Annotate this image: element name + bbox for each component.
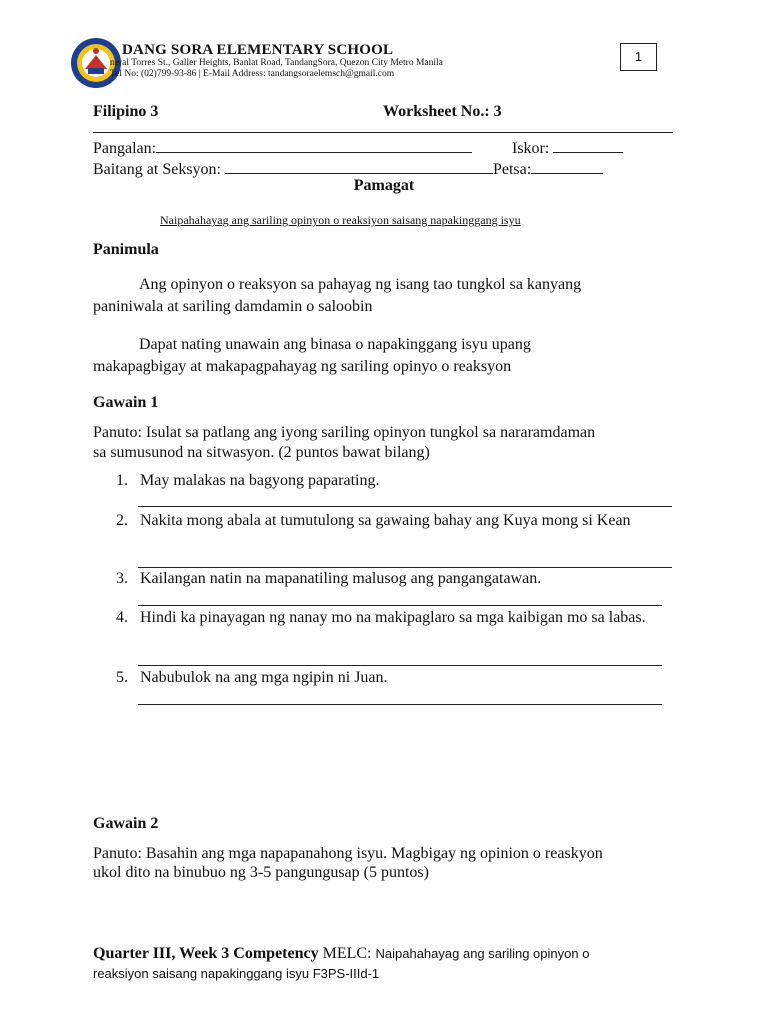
grade-field[interactable] <box>225 159 493 174</box>
school-contact: Tel No: (02)799-93-86 | E-Mail Address: tandangsoraelemsch@gmail.com <box>110 69 395 79</box>
list-item: 3. Kailangan natin na mapanatiling malusog ang pangangatawan. <box>116 570 542 587</box>
gawain1-heading: Gawain 1 <box>93 394 159 411</box>
answer-line-2[interactable] <box>138 567 672 568</box>
list-item: 5. Nabubulok na ang mga ngipin ni Juan. <box>116 669 388 686</box>
date-field[interactable] <box>531 159 603 174</box>
page-title: Pamagat <box>353 177 415 194</box>
score-field[interactable] <box>553 138 623 153</box>
grade-field-row <box>93 159 603 179</box>
footer-melc-label: MELC: <box>322 945 372 962</box>
name-field-row <box>93 138 472 158</box>
name-field[interactable] <box>156 138 472 153</box>
score-label: Iskor: <box>512 140 550 157</box>
footer-melc-text-line2: reaksiyon saisang napakinggang isyu F3PS-IIId-1 <box>93 966 380 981</box>
grade-label: Baitang at Seksyon: <box>93 161 221 178</box>
footer-quarter: Quarter III, Week 3 <box>93 945 230 962</box>
date-label: Petsa: <box>492 161 532 178</box>
footer-melc-text: Naipahahayag ang sariling opinyon o <box>375 946 590 961</box>
answer-line-1[interactable] <box>138 506 672 507</box>
school-address: neral Torres St., Galler Heights, Banlat Road, TandangSora, Quezon City Metro Manila <box>110 58 443 68</box>
panimula-heading: Panimula <box>93 241 159 258</box>
gawain1-instruction-line2: sa sumusunod na sitwasyon. (2 puntos bawat bilang) <box>93 444 430 461</box>
gawain2-instruction-line1: Panuto: Basahin ang mga napapanahong isyu. Magbigay ng opinion o reaskyon <box>93 845 603 862</box>
header-rule <box>93 132 673 133</box>
footer-competency-label: Competency <box>233 945 319 962</box>
list-item: 4. Hindi ka pinayagan ng nanay mo na makipaglaro sa mga kaibigan mo sa labas. <box>116 609 646 626</box>
answer-line-5[interactable] <box>138 704 662 705</box>
panimula-p2-line2: makapagbigay at makapagpahayag ng sariling opinyo o reaksyon <box>93 358 512 375</box>
page-subtitle: Naipahahayag ang sariling opinyon o reaksiyon saisang napakinggang isyu <box>160 213 521 227</box>
panimula-p1-line1: Ang opinyon o reaksyon sa pahayag ng isang tao tungkol sa kanyang <box>139 276 582 293</box>
panimula-p2-line1: Dapat nating unawain ang binasa o napakinggang isyu upang <box>139 336 531 353</box>
gawain2-heading: Gawain 2 <box>93 815 159 832</box>
score-field-row <box>512 138 623 158</box>
list-item: 1. May malakas na bagyong paparating. <box>116 472 380 489</box>
name-label: Pangalan: <box>93 140 157 157</box>
school-name: DANG SORA ELEMENTARY SCHOOL <box>122 42 394 58</box>
worksheet-number: Worksheet No.: 3 <box>383 103 502 120</box>
gawain2-instruction-line2: ukol dito na binubuo ng 3-5 pangungusap (5 puntos) <box>93 864 429 881</box>
page-number-box: 1 <box>620 43 657 71</box>
list-item: 2. Nakita mong abala at tumutulong sa gawaing bahay ang Kuya mong si Kean <box>116 512 631 529</box>
gawain1-instruction-line1: Panuto: Isulat sa patlang ang iyong sariling opinyon tungkol sa nararamdaman <box>93 424 596 441</box>
answer-line-3[interactable] <box>138 605 662 606</box>
answer-line-4[interactable] <box>138 665 662 666</box>
panimula-p1-line2: paniniwala at sariling damdamin o saloobin <box>93 298 373 315</box>
footer-competency <box>93 945 589 963</box>
subject-label: Filipino 3 <box>93 103 159 120</box>
